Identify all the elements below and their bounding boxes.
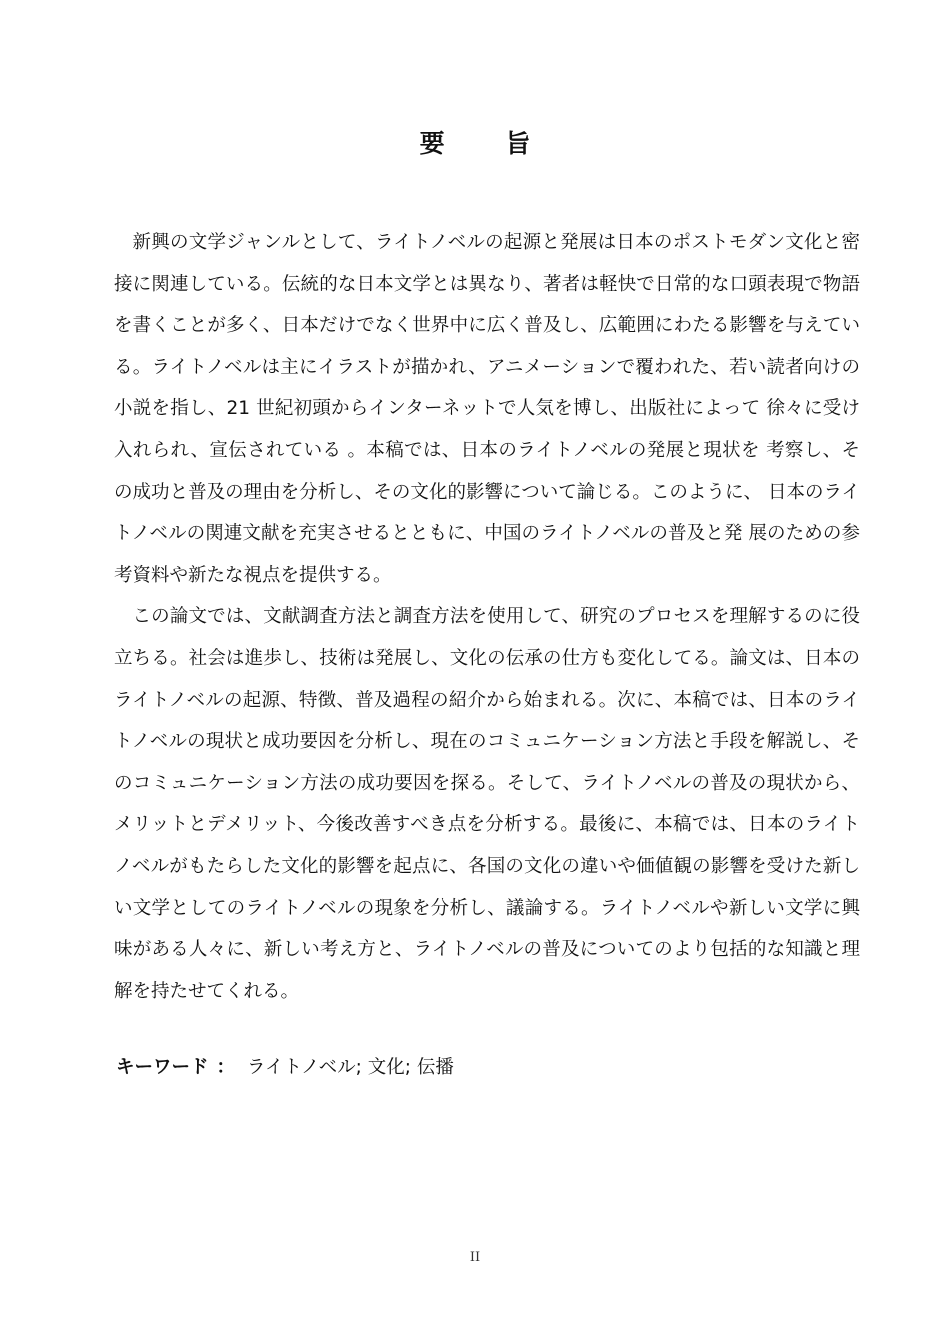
- abstract-paragraph-1: 新興の文学ジャンルとして、ライトノベルの起源と発展は日本のポストモダン文化と密接に関連している。伝統的な日本文学とは異なり、著者は軽快で日常的な口頭表現で物語を書くことが多く、日本だけでなく世界中に広く普及し、広範囲にわたる影響を与えている。ライトノベルは主にイラストが描かれ、アニメーションで覆われた、若い読者向けの小説を指し、21 世紀初頭からインターネットで人気を博し、出版社によって 徐々に受け入れられ、宣伝されている 。本稿では、日本のライトノベルの発展と現状を 考察し、その成功と普及の理由を分析し、その文化的影響について論じる。このように、 日本のライトノベルの関連文献を充実させるとともに、中国のライトノベルの普及と発 展のための参考資料や新たな視点を提供する。: [114, 232, 860, 586]
- abstract-paragraph-2: この論文では、文献調査方法と調査方法を使用して、研究のプロセスを理解するのに役立ちる。社会は進歩し、技術は発展し、文化の伝承の仕方も変化してる。論文は、日本のライトノベルの起源、特徴、普及過程の紹介から始まれる。次に、本稿では、日本のライトノベルの現状と成功要因を分析し、現在のコミュニケーション方法と手段を解説し、そのコミュニケーション方法の成功要因を探る。そして、ライトノベルの普及の現状から、メリットとデメリット、今後改善すべき点を分析する。最後に、本稿では、日本のライトノベルがもたらした文化的影響を起点に、各国の文化の違いや価値観の影響を受けた新しい文学としてのライトノベルの現象を分析し、議論する。ライトノベルや新しい文学に興味がある人々に、新しい考え方と、ライトノベルの普及についてのより包括的な知識と理解を持たせてくれる。: [114, 606, 860, 1002]
- page-number: II: [469, 1250, 481, 1265]
- keywords-separator: ：: [216, 1057, 236, 1078]
- page-title: 要 旨: [419, 129, 557, 158]
- keywords-label: キーワード: [116, 1057, 209, 1078]
- keywords-list: ライトノベル; 文化; 伝播: [247, 1057, 454, 1078]
- abstract-body: [114, 222, 860, 1012]
- keywords-line: [116, 1050, 454, 1086]
